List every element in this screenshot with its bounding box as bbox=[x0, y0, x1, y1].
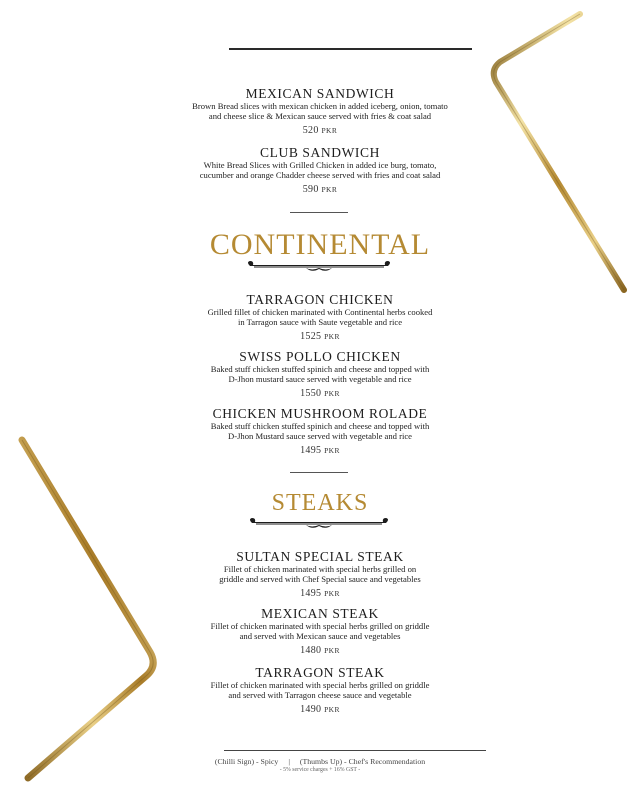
desc-line: and served with Mexican sauce and vegetables bbox=[239, 630, 401, 641]
gold-bar-top-right bbox=[494, 14, 624, 290]
item-name: MEXICAN STEAK bbox=[261, 606, 379, 621]
item-name: TARRAGON CHICKEN bbox=[246, 292, 394, 307]
item-description bbox=[140, 161, 500, 180]
item-description bbox=[140, 365, 500, 384]
footer-divider bbox=[224, 750, 486, 751]
menu-item-club-sandwich bbox=[140, 145, 500, 195]
flourish-ornament-icon bbox=[244, 259, 394, 273]
desc-line: D-Jhon mustard sauce served with vegetable and rice bbox=[228, 373, 412, 384]
item-price: 1495 PKR bbox=[300, 445, 340, 457]
desc-line: Baked stuff chicken stuffed spinich and cheese and topped with bbox=[210, 364, 430, 374]
item-price: 1495 PKR bbox=[300, 588, 340, 600]
item-price: 590 PKR bbox=[302, 184, 338, 196]
item-price: 1480 PKR bbox=[300, 645, 340, 657]
desc-line: and cheese slice & Mexican sauce served with fries & coat salad bbox=[208, 110, 432, 121]
desc-line: Grilled fillet of chicken marinated with Continental herbs cooked bbox=[207, 307, 433, 317]
legend-chef-recommendation: (Thumbs Up) - Chef's Recommendation bbox=[299, 757, 426, 766]
item-name: SWISS POLLO CHICKEN bbox=[239, 349, 401, 364]
item-name: MEXICAN SANDWICH bbox=[245, 86, 395, 101]
section-divider bbox=[290, 472, 348, 473]
item-price: 520 PKR bbox=[302, 125, 338, 137]
desc-line: Fillet of chicken marinated with special herbs grilled on bbox=[223, 564, 417, 574]
desc-line: and served with Tarragon cheese sauce and vegetable bbox=[228, 689, 412, 700]
desc-line: D-Jhon Mustard sauce served with vegetable and rice bbox=[228, 430, 412, 441]
desc-line: in Tarragon sauce with Saute vegetable and rice bbox=[237, 316, 403, 327]
menu-item-sultan-special-steak bbox=[140, 549, 500, 599]
item-name: SULTAN SPECIAL STEAK bbox=[236, 549, 404, 564]
item-description bbox=[140, 681, 500, 700]
item-price: 1490 PKR bbox=[300, 704, 340, 716]
item-price: 1525 PKR bbox=[300, 331, 340, 343]
item-name: CLUB SANDWICH bbox=[260, 145, 380, 160]
desc-line: Brown Bread slices with mexican chicken in added iceberg, onion, tomato bbox=[192, 101, 448, 111]
desc-line: cucumber and orange Chadder cheese served with fries and coat salad bbox=[199, 169, 441, 180]
legend-spicy: (Chilli Sign) - Spicy bbox=[214, 757, 279, 766]
top-divider bbox=[229, 48, 472, 50]
menu-item-mexican-sandwich bbox=[140, 86, 500, 136]
item-description bbox=[140, 308, 500, 327]
section-divider bbox=[290, 212, 348, 213]
gold-bar-bottom-left bbox=[22, 440, 153, 778]
desc-line: Fillet of chicken marinated with special herbs grilled on griddle bbox=[210, 680, 430, 690]
item-name: TARRAGON STEAK bbox=[255, 665, 385, 680]
flourish-ornament-icon bbox=[246, 516, 392, 530]
menu-item-tarragon-steak bbox=[140, 665, 500, 715]
footer-legend bbox=[160, 757, 480, 766]
section-title-continental: CONTINENTAL bbox=[209, 228, 431, 261]
item-description bbox=[140, 102, 500, 121]
menu-item-swiss-pollo-chicken bbox=[140, 349, 500, 399]
item-description bbox=[140, 565, 500, 584]
item-description bbox=[140, 622, 500, 641]
item-description bbox=[140, 422, 500, 441]
menu-item-chicken-mushroom-rolade bbox=[140, 406, 500, 456]
desc-line: White Bread Slices with Grilled Chicken in added ice burg, tomato, bbox=[203, 160, 437, 170]
section-title-steaks: STEAKS bbox=[271, 490, 369, 516]
desc-line: Baked stuff chicken stuffed spinich and cheese and topped with bbox=[210, 421, 430, 431]
desc-line: Fillet of chicken marinated with special herbs grilled on griddle bbox=[210, 621, 430, 631]
footer-charges: - 5% service charges + 16% GST - bbox=[279, 767, 361, 773]
item-price: 1550 PKR bbox=[300, 388, 340, 400]
legend-separator: | bbox=[288, 757, 290, 766]
menu-item-tarragon-chicken bbox=[140, 292, 500, 342]
menu-item-mexican-steak bbox=[140, 606, 500, 656]
item-name: CHICKEN MUSHROOM ROLADE bbox=[212, 406, 428, 421]
desc-line: griddle and served with Chef Special sauce and vegetables bbox=[219, 573, 421, 584]
